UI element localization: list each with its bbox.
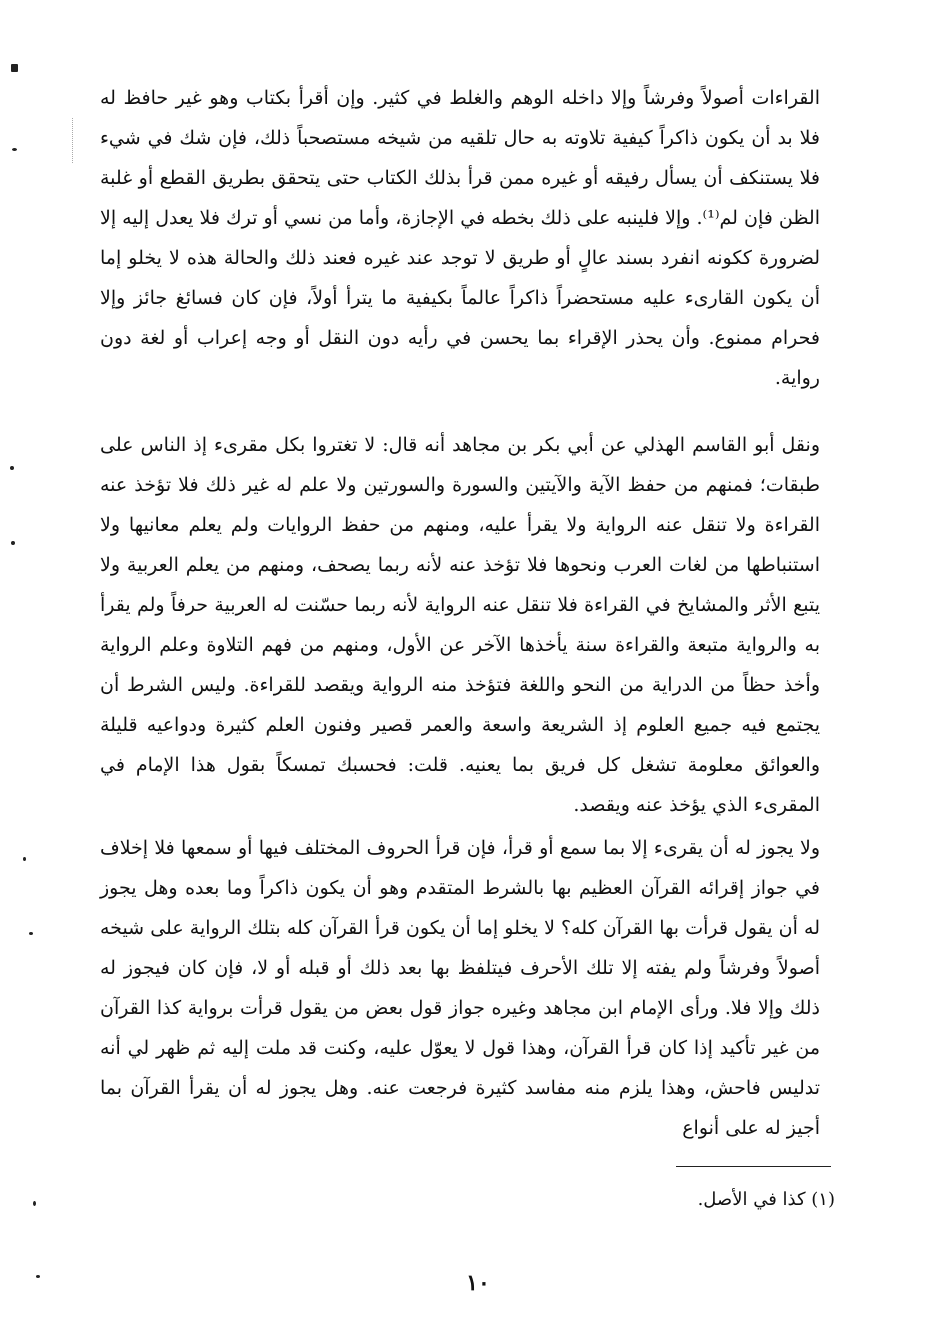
scan-mark	[11, 64, 18, 72]
scan-mark	[23, 857, 26, 861]
scan-mark	[36, 1275, 40, 1278]
scan-mark	[29, 932, 33, 935]
scan-mark	[11, 541, 15, 545]
footnote-divider	[676, 1166, 831, 1167]
scan-mark	[10, 466, 14, 470]
scan-edge	[72, 118, 73, 163]
paragraph-1: القراءات أصولاً وفرشاً وإلا داخله الوهم والغلط في كثير. وإن أقرأ بكتاب وهو غير حافظ له فلا بد أن يكون ذاكراً كيفية تلاوته به حال تلقيه من شيخه مستصحباً ذلك، فإن شك في شيء فلا يستنكف أن يسأل رفيقه أو غيره ممن قرأ بذلك الكتاب حتى يتحقق بطريق القطع أو غلبة الظن فإن لم⁽¹⁾. وإلا فلينبه على ذلك بخطه في الإجازة، وأما من نسي أو ترك فلا يعدل إليه إلا لضرورة ككونه انفرد بسند عالٍ أو طريق لا توجد عند غيره فعند ذلك والحالة هذه لا يخلو إما أن يكون القارىء عليه مستحضراً ذاكراً عالماً بكيفية ما يترأ أولاً، فإن كان فسائغ جائز وإلا فحرام ممنوع. وأن يحذر الإقراء بما يحسن في رأيه دون النقل أو وجه إعراب أو لغة دون رواية.	[100, 87, 821, 389]
scan-mark	[12, 148, 17, 151]
footnote: (١) كذا في الأصل.	[697, 1189, 835, 1210]
paragraph-2: ونقل أبو القاسم الهذلي عن أبي بكر بن مجاهد أنه قال: لا تغتروا بكل مقرىء إذ الناس على طبقات؛ فمنهم من حفظ الآية والآيتين والسورة والسورتين ولا علم له غير ذلك فلا تؤخذ عنه القراءة ولا تنقل عنه الرواية ولا يقرأ عليه، ومنهم من حفظ الروايات ولم يعلم معانيها ولا استنباطها من لغات العرب ونحوها فلا تؤخذ عنه لأنه ربما يصحف، ومنهم من يعلم العربية ولا يتبع الأثر والمشايخ في القراءة فلا تنقل عنه الرواية لأنه ربما حسّنت له العربية حرفاً ولم يقرأ به والرواية متبعة والقراءة سنة يأخذها الآخر عن الأول، ومنهم من فهم التلاوة وعلم الرواية وأخذ حظاً من الدراية من النحو واللغة فتؤخذ منه الرواية ويقصد للقراءة. وليس الشرط أن يجتمع فيه جميع العلوم إذ الشريعة واسعة والعمر قصير وفنون العلم كثيرة ودواعيه قليلة والعوائق معلومة تشغل كل فريق بما يعنيه. قلت: فحسبك تمسكاً بقول هذا الإمام في المقرىء الذي يؤخذ عنه ويقصد.	[100, 434, 820, 816]
page-number: ١٠	[466, 1270, 490, 1296]
scan-mark	[33, 1201, 36, 1206]
paragraph-3: ولا يجوز له أن يقرىء إلا بما سمع أو قرأ، فإن قرأ الحروف المختلف فيها أو سمعها فلا إخلاف في جواز إقرائه القرآن العظيم بها بالشرط المتقدم وهو أن يكون ذاكراً وما بعده وهل يجوز له أن يقول قرأت بها القرآن كله؟ لا يخلو إما أن يكون قرأ القرآن كله بتلك الرواية على شيخه أصولاً وفرشاً ولم يفته إلا تلك الأحرف فيتلفظ بها بعد ذلك أو قبله أو لا، فإن كان فيجوز له ذلك وإلا فلا. ورأى الإمام ابن مجاهد وغيره جواز قول بعض من يقول قرأت برواية كذا القرآن من غير تأكيد إذا كان قرأ القرآن، وهذا قول لا يعوّل عليه، وكنت قد ملت إليه ثم ظهر لي أنه تدليس فاحش، وهذا يلزم منه مفاسد كثيرة فرجعت عنه. وهل يجوز له أن يقرأ القرآن بما أجيز له على أنواع	[100, 837, 820, 1139]
